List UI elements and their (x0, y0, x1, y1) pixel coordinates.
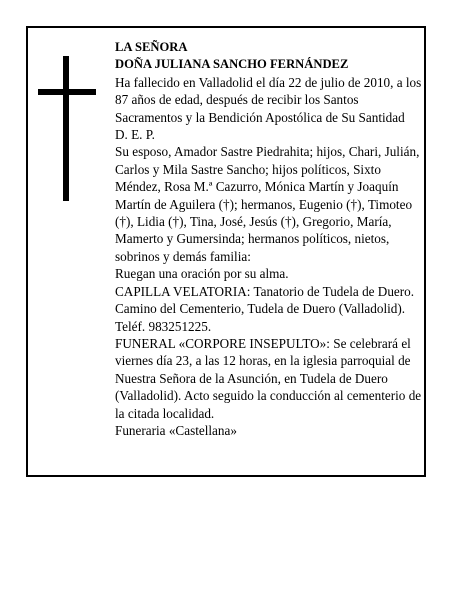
funeral-home: Funeraria «Castellana» (115, 422, 237, 438)
prayer-request: Ruegan una oración por su alma. (115, 266, 289, 282)
rip-text: D. E. P. (115, 127, 155, 143)
family-list: Su esposo, Amador Sastre Piedrahita; hijos, Chari, Julián, Carlos y Mila Sastre Sancho; hijos políticos, Sixto Méndez, Rosa M.ª Cazurro, Mónica Martín y Joaquín Martín de Aguilera (†); hermanos, Eugenio (†), Timoteo (†), Lidia (†), Tina, José, Jesús (†), Gregorio, María, Mamerto y Gumersinda; hermanos políticos, nietos, sobrinos y demás familia: (115, 144, 420, 264)
notice-text (115, 39, 423, 439)
funeral-details: FUNERAL «CORPORE INSEPULTO»: Se celebrará el viernes día 23, a las 12 horas, en la iglesia parroquial de Nuestra Señora de la Asunción, en Tudela de Duero (Valladolid). Acto seguido la conducción al cementerio de la citada localidad. (115, 335, 422, 421)
cross-vertical-bar (63, 56, 69, 201)
obituary-notice (26, 26, 426, 477)
cross-horizontal-bar (38, 89, 96, 95)
death-announcement: Ha fallecido en Valladolid el día 22 de julio de 2010, a los 87 años de edad, después de recibir los Santos Sacramentos y la Bendición Apostólica de Su Santidad (115, 74, 422, 125)
deceased-name: DOÑA JULIANA SANCHO FERNÁNDEZ (115, 57, 349, 72)
chapel-details: CAPILLA VELATORIA: Tanatorio de Tudela de Duero. Camino del Cementerio, Tudela de Duero (Valladolid). Teléf. 983251225. (115, 283, 415, 334)
latin-cross-icon (38, 56, 96, 201)
deceased-honorific: LA SEÑORA (115, 40, 188, 54)
